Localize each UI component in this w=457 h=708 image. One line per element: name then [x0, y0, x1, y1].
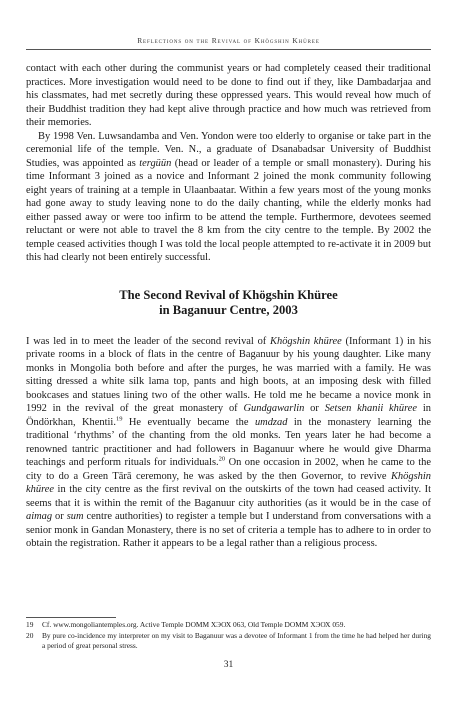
paragraph-temple-decline: By 1998 Ven. Luwsandamba and Ven. Yondon were too elderly to organise or take part in the ceremonial life of the temple. Ven. N., a graduate of Dsanabadsar University of Buddhist Studies, was appointed as tergüün (head or leader of a temple or small monastery). During his time Informant 3 joined as a novice and Informant 2 joined the monk community following eight years of training at a temple in Ulaanbaatar. Within a few years most of the young monks had gone away to study leaving none to do the daily chanting, while the elderly monks had either passed away or were too infirm to be attend the temple. Furthermore, devotees seemed reluctant or were not able to travel the 8 km from the city centre to the temple. By 2002 the temple ceased activities though I was told the local people attempted to re-activate it in 2009 but this had clearly not been entirely successful. [26, 130, 431, 263]
footnote-text: Cf. www.mongoliantemples.org. Active Temple DOMM ХЭОХ 063, Old Temple DOMM ХЭОХ 059. [42, 620, 346, 629]
footnote [26, 631, 431, 651]
footnote-text: By pure co-incidence my interpreter on my visit to Baganuur was a devotee of Informant 1 from the time he had helped her during a period of great personal stress. [42, 631, 431, 650]
footnotes [26, 620, 431, 652]
paragraph-second-revival: I was led in to meet the leader of the second revival of Khögshin khüree (Informant 1) in his private rooms in a block of flats in the centre of Baganuur by his young daughter. Like many monks in Mongolia both before and after the purges, he was married with a family. He was sitting dressed a white silk lama top, pants and high boots, at an imposing desk with filled bookcases and statues lining two of the other walls. He told me he became a novice monk in 1992 in the revival of the great monastery of Gundgawarlin or Setsen khanii khüree in Öndörkhan, Khentii.$^{19}$ He eventually became the umdzad in the monastery learning the traditional ‘rhythms’ of the chanting from the old monks. Ten years later he had become a renowned tantric practitioner and had followers in Baganuur where he would give Dharma teachings and perform rituals for individuals.$^{20}$ On one occasion in 2002, when he came to the city to do a Green Tārā ceremony, he was asked by the then Governor, to revive Khögshin khüree in the city centre as the first revival on the outskirts of the town had ceased activity. It seems that it is within the remit of the Baganuur city authorities (as it would be in the case of aimag or sum centre authorities) to register a temple but I understand from conversations with a senior monk in Gandan Monastery, there is no set of criteria a temple has to adhere to in order to obtain the registration. Rather it appears to be a legal rather than a religious process. [26, 335, 432, 549]
section-heading-line1: The Second Revival of Khögshin Khüree [119, 287, 338, 302]
paragraph-continuation: contact with each other during the communist years or had completely ceased their traditional practices. More investigation would need to be done to find out if they, like Dambadarjaa and his classmates, had met secretly during these oppressed years. This would reveal how much of their Buddhist tradition they had kept alive through practice and how much was retrieved from their memories. [26, 63, 431, 128]
section-heading-line2: in Baganuur Centre, 2003 [159, 303, 298, 317]
header-rule [26, 49, 431, 50]
footnote [26, 620, 431, 630]
footnote-number: 19 [26, 620, 34, 629]
section-heading [26, 288, 431, 319]
footnote-ref-20[interactable]: 20 [218, 455, 226, 463]
footnote-ref-19[interactable]: 19 [115, 415, 123, 423]
footnote-rule [26, 617, 116, 618]
footnote-number: 20 [26, 631, 34, 640]
body-text [26, 62, 431, 551]
running-header: Reflections on the Revival of Khögshin Khüree [137, 36, 320, 45]
page-number: 31 [223, 660, 234, 670]
